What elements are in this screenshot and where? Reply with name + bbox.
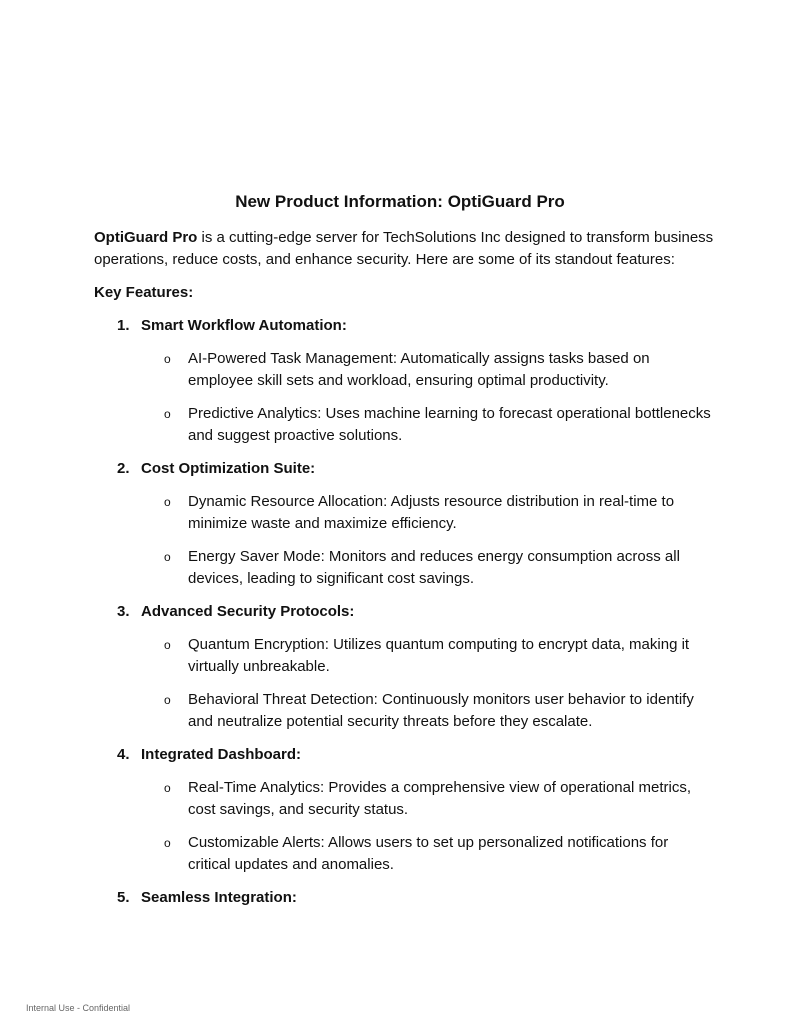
list-item-text: Quantum Encryption: Utilizes quantum computing to encrypt data, making it virtually unbreakable.: [188, 636, 690, 675]
circle-bullet-icon: o: [164, 638, 171, 652]
document-body: [94, 227, 714, 920]
feature-heading: [94, 458, 714, 480]
list-item: [94, 491, 714, 535]
list-item: [94, 546, 714, 590]
feature-number: 1.: [117, 317, 130, 334]
circle-bullet-icon: o: [164, 550, 171, 564]
feature-title: Advanced Security Protocols:: [141, 603, 355, 620]
feature-number: 3.: [117, 603, 130, 620]
circle-bullet-icon: o: [164, 495, 171, 509]
feature-title: Integrated Dashboard:: [141, 746, 302, 763]
list-item-text: Behavioral Threat Detection: Continuously monitors user behavior to identify and neutralize potential security threats before they escalate.: [188, 691, 694, 730]
feature-number: 2.: [117, 460, 130, 477]
feature-title: Cost Optimization Suite:: [141, 460, 316, 477]
feature-item: [94, 315, 714, 447]
list-item-text: Energy Saver Mode: Monitors and reduces energy consumption across all devices, leading to significant cost savings.: [188, 548, 680, 587]
list-item: [94, 689, 714, 733]
key-features-heading: Key Features:: [94, 284, 194, 301]
feature-item: [94, 458, 714, 590]
circle-bullet-icon: o: [164, 781, 171, 795]
feature-heading: [94, 601, 714, 623]
feature-subitems: [94, 348, 714, 447]
list-item-text: Real-Time Analytics: Provides a comprehensive view of operational metrics, cost savings, and security status.: [188, 779, 691, 818]
product-name: OptiGuard Pro: [94, 229, 198, 246]
list-item: [94, 634, 714, 678]
feature-subitems: [94, 634, 714, 733]
feature-number: 5.: [117, 889, 130, 906]
feature-item: [94, 601, 714, 733]
circle-bullet-icon: o: [164, 836, 171, 850]
feature-title: Smart Workflow Automation:: [141, 317, 347, 334]
list-item-text: AI-Powered Task Management: Automatically assigns tasks based on employee skill sets and workload, ensuring optimal productivity.: [188, 350, 650, 389]
feature-item: [94, 744, 714, 876]
list-item-text: Predictive Analytics: Uses machine learning to forecast operational bottlenecks and suggest proactive solutions.: [188, 405, 711, 444]
intro-text: is a cutting-edge server for TechSolutions Inc designed to transform business operations, reduce costs, and enhance security. Here are some of its standout features:: [94, 229, 714, 268]
feature-heading: [94, 887, 714, 909]
list-item: [94, 832, 714, 876]
feature-subitems: [94, 491, 714, 590]
feature-subitems: [94, 777, 714, 876]
feature-heading: [94, 315, 714, 337]
feature-title: Seamless Integration:: [141, 889, 297, 906]
circle-bullet-icon: o: [164, 693, 171, 707]
feature-number: 4.: [117, 746, 130, 763]
circle-bullet-icon: o: [164, 407, 171, 421]
intro-paragraph: [94, 227, 714, 271]
circle-bullet-icon: o: [164, 352, 171, 366]
confidential-footer: Internal Use - Confidential: [26, 1003, 131, 1013]
list-item: [94, 777, 714, 821]
feature-item: [94, 887, 714, 909]
list-item-text: Dynamic Resource Allocation: Adjusts resource distribution in real-time to minimize waste and maximize efficiency.: [188, 493, 675, 532]
list-item: [94, 403, 714, 447]
features-list: [94, 315, 714, 909]
list-item-text: Customizable Alerts: Allows users to set up personalized notifications for critical updates and anomalies.: [188, 834, 669, 873]
list-item: [94, 348, 714, 392]
page-title: New Product Information: OptiGuard Pro: [235, 192, 565, 211]
feature-heading: [94, 744, 714, 766]
